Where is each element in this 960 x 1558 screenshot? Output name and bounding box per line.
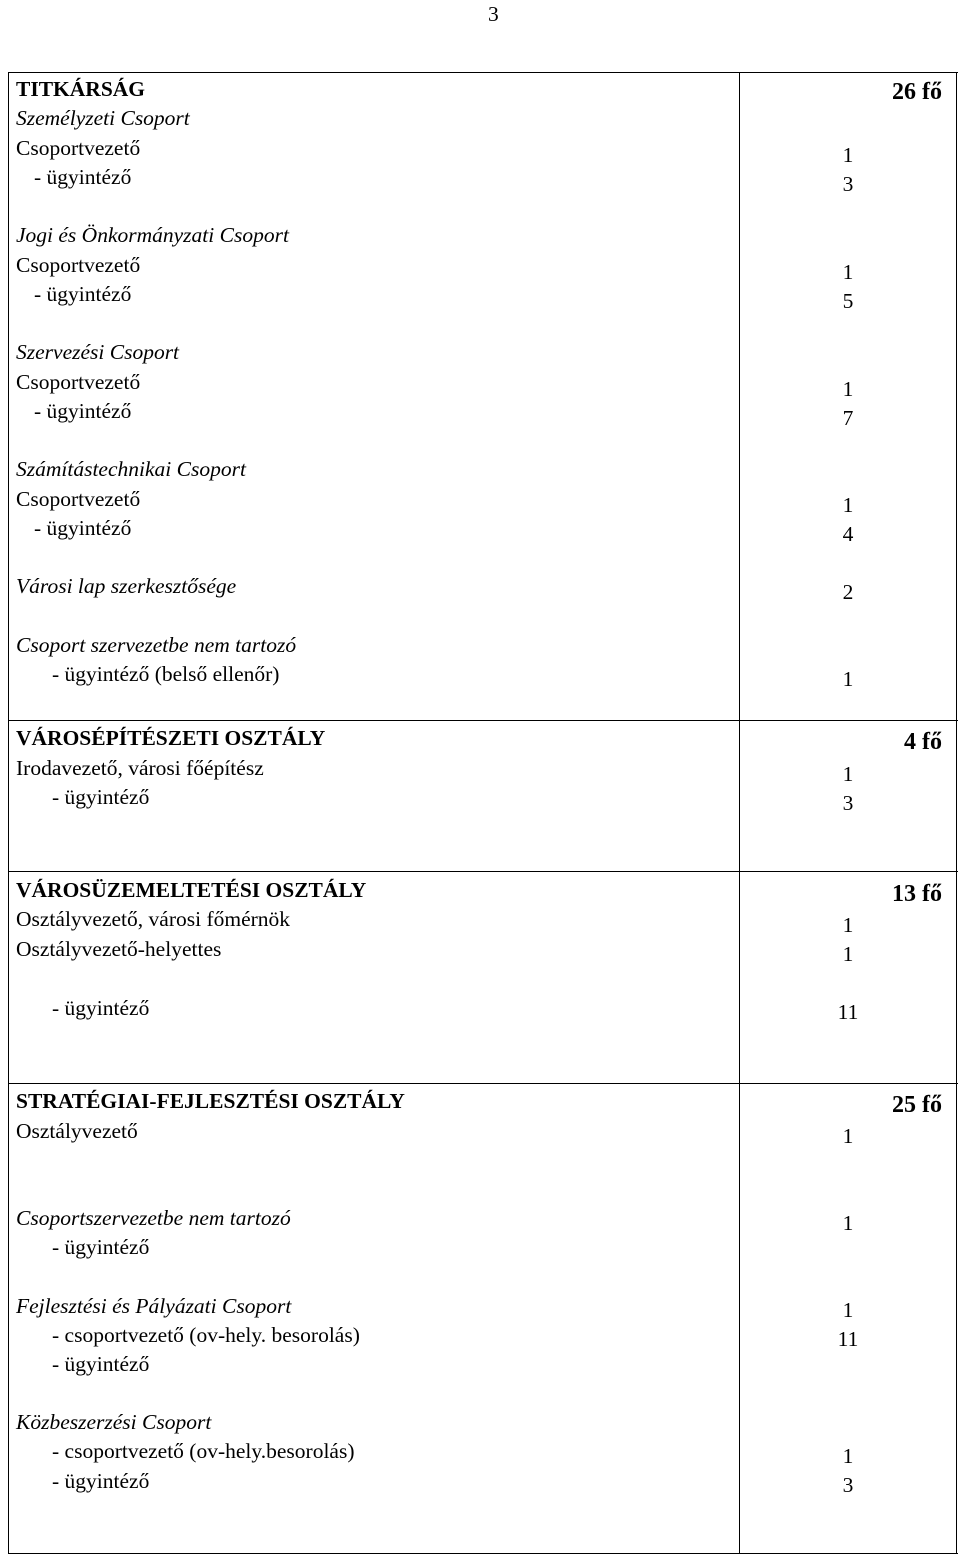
column-divider (739, 72, 740, 1554)
section-total: 25 fő (892, 1092, 942, 1118)
role-line: - ügyintéző (52, 1235, 150, 1259)
headcount: 2 (842, 580, 854, 604)
role-line: Osztályvezető-helyettes (16, 937, 222, 961)
role-line: - ügyintéző (34, 399, 132, 423)
headcount: 1 (842, 762, 854, 786)
row-divider-2 (8, 871, 958, 872)
group-title: Közbeszerzési Csoport (16, 1410, 212, 1434)
row-divider-1 (8, 720, 958, 721)
headcount: 1 (842, 1298, 854, 1322)
section-total: 4 fő (904, 729, 942, 755)
role-line: - ügyintéző (belső ellenőr) (52, 662, 280, 686)
role-line: - ügyintéző (34, 516, 132, 540)
role-line: - ügyintéző (34, 165, 132, 189)
role-line: Csoportvezető (16, 253, 141, 277)
group-title: Fejlesztési és Pályázati Csoport (16, 1294, 292, 1318)
headcount: 1 (842, 942, 854, 966)
role-line: Osztályvezető (16, 1119, 138, 1143)
headcount: 1 (842, 260, 854, 284)
table-border-left (8, 72, 9, 1554)
headcount: 1 (842, 667, 854, 691)
headcount: 11 (837, 1000, 859, 1024)
role-line: Csoportvezető (16, 487, 141, 511)
row-divider-3 (8, 1083, 958, 1084)
headcount: 1 (842, 493, 854, 517)
table-border-top (8, 72, 958, 73)
headcount: 1 (842, 1444, 854, 1468)
headcount: 1 (842, 1124, 854, 1148)
role-line: - csoportvezető (ov-hely.besorolás) (52, 1439, 355, 1463)
department-heading: STRATÉGIAI-FEJLESZTÉSI OSZTÁLY (16, 1089, 405, 1113)
role-line: Csoportvezető (16, 370, 141, 394)
headcount: 1 (842, 143, 854, 167)
role-line: - csoportvezető (ov-hely. besorolás) (52, 1323, 360, 1347)
group-title: Városi lap szerkesztősége (16, 574, 237, 598)
role-line: - ügyintéző (52, 1352, 150, 1376)
section-total: 13 fő (892, 881, 942, 907)
headcount: 3 (842, 791, 854, 815)
headcount: 11 (837, 1327, 859, 1351)
headcount: 7 (842, 406, 854, 430)
group-title: Szervezési Csoport (16, 340, 180, 364)
headcount: 1 (842, 1211, 854, 1235)
department-heading: TITKÁRSÁG (16, 77, 146, 101)
page-number: 3 (488, 2, 499, 26)
role-line: - ügyintéző (52, 785, 150, 809)
role-line: - ügyintéző (52, 1469, 150, 1493)
role-line: - ügyintéző (52, 996, 150, 1020)
group-title: Csoportszervezetbe nem tartozó (16, 1206, 291, 1230)
role-line: - ügyintéző (34, 282, 132, 306)
table-border-right (956, 72, 957, 1554)
department-heading: VÁROSÜZEMELTETÉSI OSZTÁLY (16, 878, 367, 902)
headcount: 1 (842, 913, 854, 937)
group-title: Számítástechnikai Csoport (16, 457, 246, 481)
headcount: 1 (842, 377, 854, 401)
role-line: Irodavezető, városi főépítész (16, 756, 264, 780)
role-line: Osztályvezető, városi főmérnök (16, 907, 291, 931)
group-title: Személyzeti Csoport (16, 106, 190, 130)
headcount: 3 (842, 1473, 854, 1497)
headcount: 3 (842, 172, 854, 196)
group-title: Csoport szervezetbe nem tartozó (16, 633, 297, 657)
headcount: 5 (842, 289, 854, 313)
group-title: Jogi és Önkormányzati Csoport (16, 223, 289, 247)
department-heading: VÁROSÉPÍTÉSZETI OSZTÁLY (16, 726, 326, 750)
headcount: 4 (842, 522, 854, 546)
table-border-bottom (8, 1553, 958, 1554)
section-total: 26 fő (892, 79, 942, 105)
role-line: Csoportvezető (16, 136, 141, 160)
